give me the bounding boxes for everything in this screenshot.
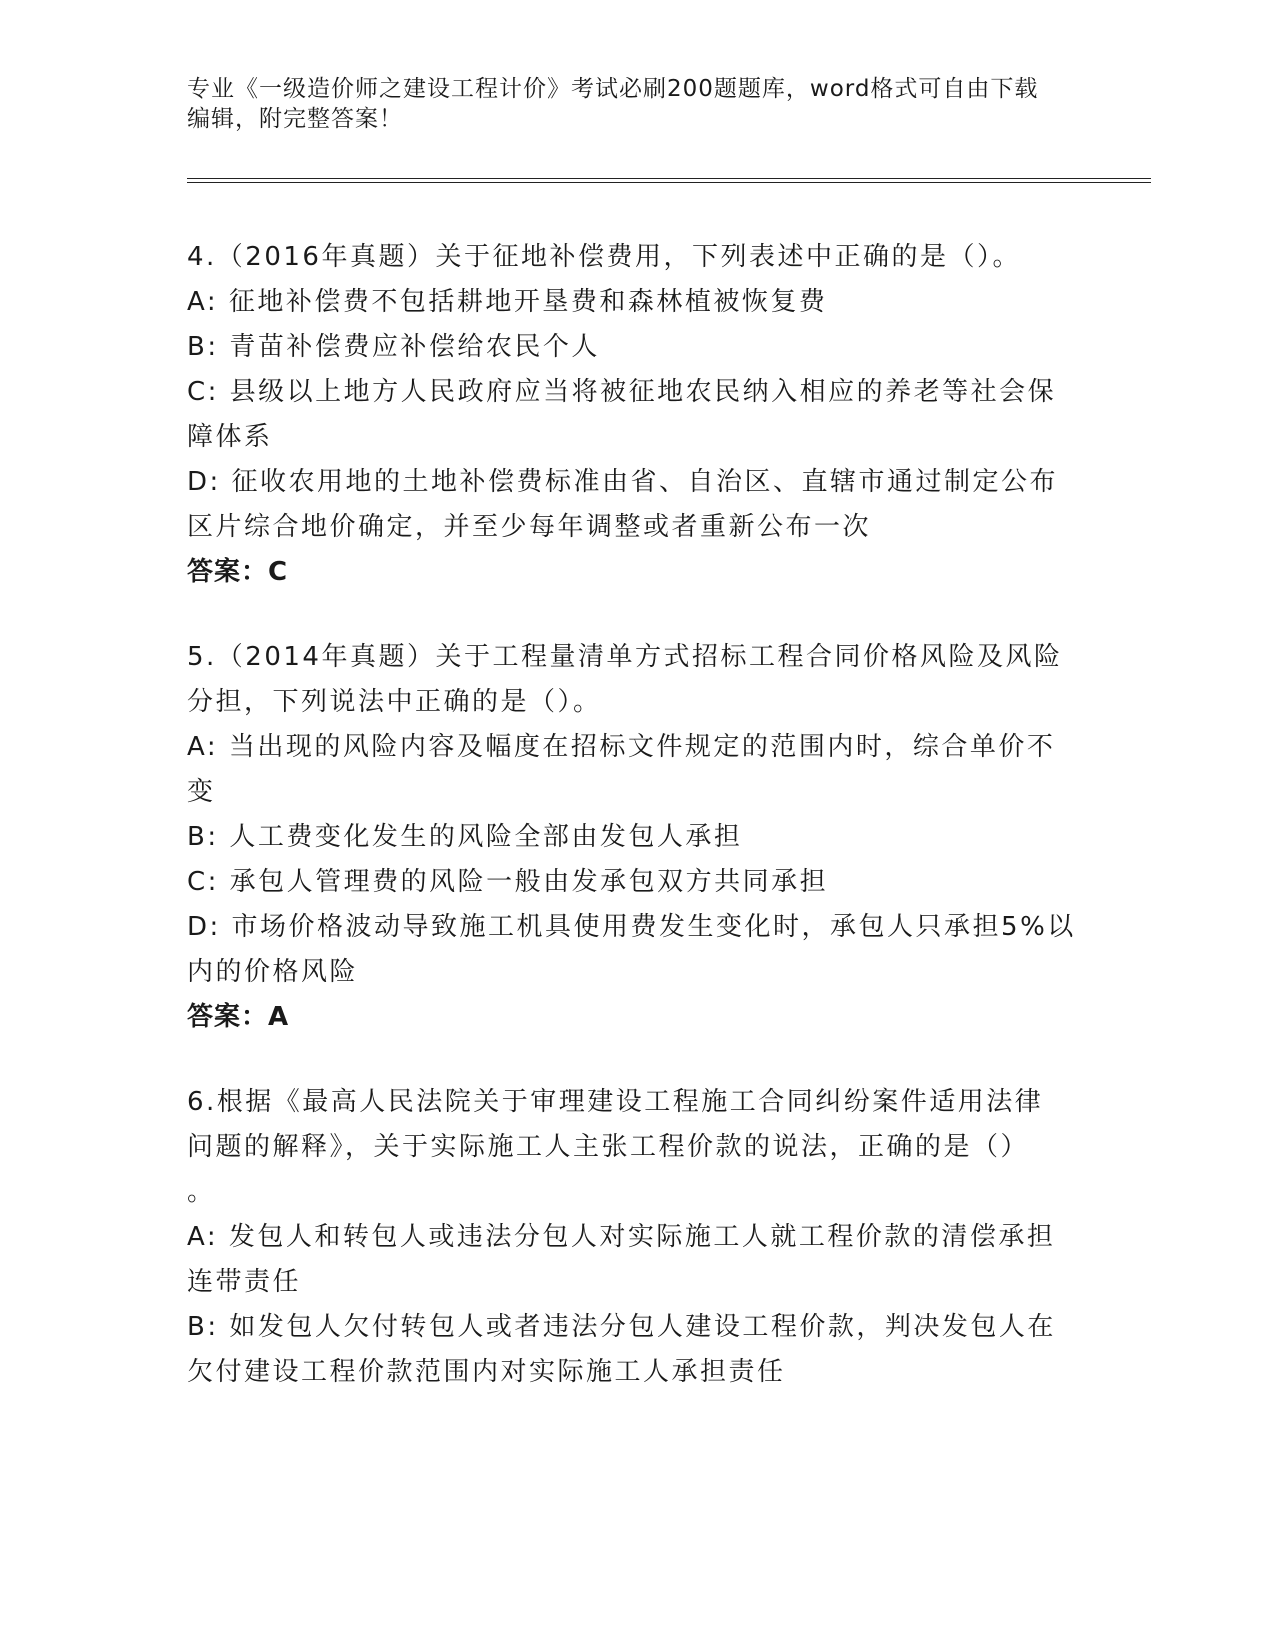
header-divider-bottom	[187, 182, 1151, 183]
document-header	[187, 74, 1067, 134]
answer-option	[187, 1215, 1082, 1305]
question-block	[187, 1080, 1082, 1395]
answer-option	[187, 860, 1082, 905]
header-line-1: 专业《一级造价师之建设工程计价》考试必刷200题题库，word格式可自由下载	[187, 76, 1039, 102]
question-stem-line: 4.（2016年真题）关于征地补偿费用，下列表述中正确的是（）。	[187, 242, 1021, 272]
question-stem-line: 问题的解释》，关于实际施工人主张工程价款的说法，正确的是（）	[187, 1132, 1030, 1162]
answer-option-line: A: 发包人和转包人或违法分包人对实际施工人就工程价款的清偿承担	[187, 1222, 1056, 1252]
answer-option-line: 区片综合地价确定，并至少每年调整或者重新公布一次	[187, 512, 872, 542]
header-divider-top	[187, 178, 1151, 179]
answer-option-line: C: 承包人管理费的风险一般由发承包双方共同承担	[187, 867, 829, 897]
question-stem-line: 分担，下列说法中正确的是（）。	[187, 687, 602, 717]
answer-option-line: 变	[187, 777, 216, 807]
answer-option	[187, 725, 1082, 815]
answer-option-line: B: 青苗补偿费应补偿给农民个人	[187, 332, 600, 362]
answer-key: 答案：C	[187, 557, 289, 587]
answer-key: 答案：A	[187, 1002, 290, 1032]
answer-option	[187, 280, 1082, 325]
answer-option-line: 连带责任	[187, 1267, 302, 1297]
answer-option-line: B: 如发包人欠付转包人或者违法分包人建设工程价款，判决发包人在	[187, 1312, 1056, 1342]
answer-option-line: D: 征收农用地的土地补偿费标准由省、自治区、直辖市通过制定公布	[187, 467, 1059, 497]
question-stem-line: 6.根据《最高人民法院关于审理建设工程施工合同纠纷案件适用法律	[187, 1087, 1044, 1117]
answer-option-line: 障体系	[187, 422, 273, 452]
answer-option-line: A: 当出现的风险内容及幅度在招标文件规定的范围内时，综合单价不	[187, 732, 1056, 762]
answer-option	[187, 370, 1082, 460]
answer-option	[187, 815, 1082, 860]
question-block	[187, 235, 1082, 595]
answer-option-line: B: 人工费变化发生的风险全部由发包人承担	[187, 822, 743, 852]
answer-option-line: 内的价格风险	[187, 957, 359, 987]
question-list	[187, 235, 1082, 1435]
answer-option	[187, 1305, 1082, 1395]
header-line-2: 编辑，附完整答案！	[187, 106, 403, 132]
answer-option	[187, 460, 1082, 550]
answer-option-line: 欠付建设工程价款范围内对实际施工人承担责任	[187, 1357, 786, 1387]
answer-option	[187, 325, 1082, 370]
answer-option-line: C: 县级以上地方人民政府应当将被征地农民纳入相应的养老等社会保	[187, 377, 1057, 407]
answer-option	[187, 905, 1082, 995]
question-stem-line: 。	[187, 1177, 216, 1207]
question-block	[187, 635, 1082, 1040]
question-stem-line: 5.（2014年真题）关于工程量清单方式招标工程合同价格风险及风险	[187, 642, 1063, 672]
answer-option-line: D: 市场价格波动导致施工机具使用费发生变化时，承包人只承担5%以	[187, 912, 1076, 942]
answer-option-line: A: 征地补偿费不包括耕地开垦费和森林植被恢复费	[187, 287, 828, 317]
